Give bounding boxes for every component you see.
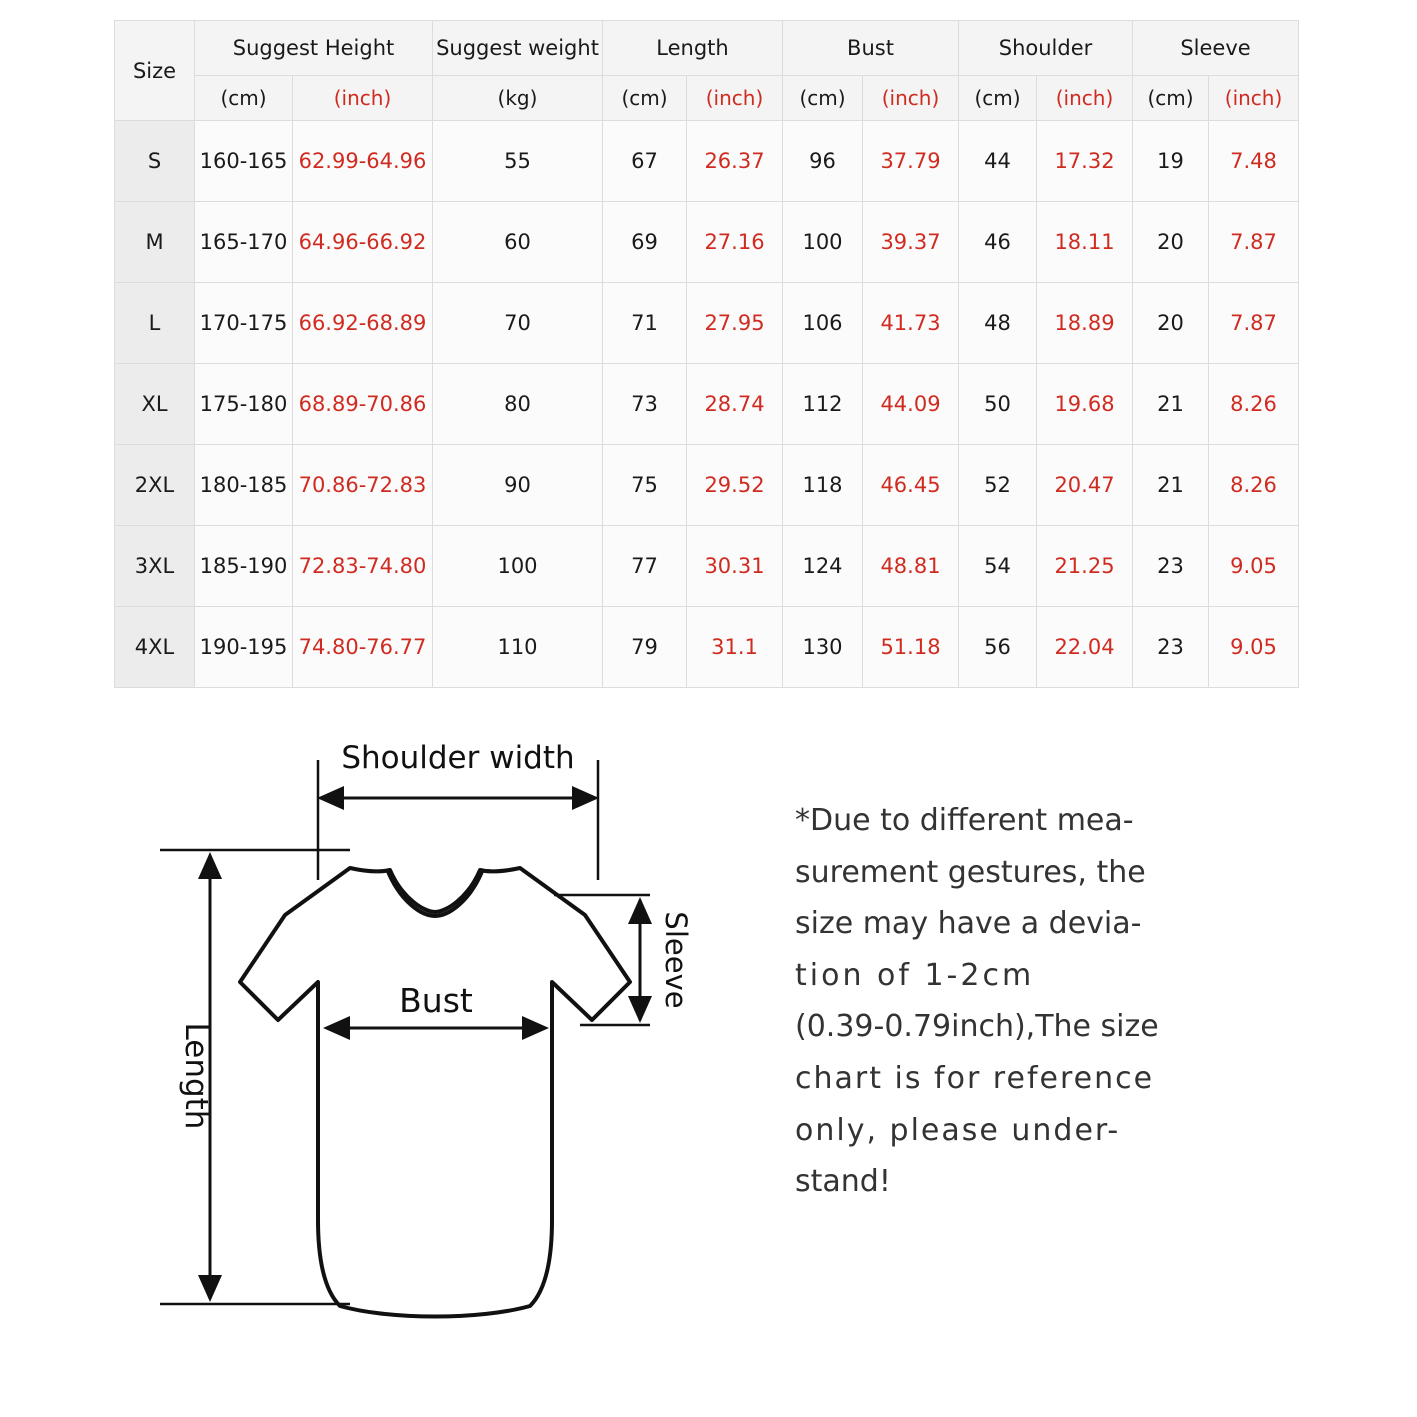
- note-line-6: chart is for reference: [795, 1060, 1155, 1096]
- cell-bust-inch: 51.18: [863, 607, 959, 688]
- cell-height-inch: 74.80-76.77: [293, 607, 433, 688]
- cell-bust-cm: 106: [783, 283, 863, 364]
- cell-size: M: [115, 202, 195, 283]
- cell-bust-inch: 41.73: [863, 283, 959, 364]
- cell-shoulder-inch: 20.47: [1037, 445, 1133, 526]
- table-row: [115, 202, 1299, 283]
- cell-length-inch: 30.31: [687, 526, 783, 607]
- header-unit-shoulder-cm: (cm): [959, 76, 1037, 121]
- cell-length-cm: 67: [603, 121, 687, 202]
- cell-height-cm: 160-165: [195, 121, 293, 202]
- cell-height-cm: 180-185: [195, 445, 293, 526]
- cell-bust-cm: 112: [783, 364, 863, 445]
- table-row: [115, 364, 1299, 445]
- cell-bust-cm: 124: [783, 526, 863, 607]
- cell-length-inch: 29.52: [687, 445, 783, 526]
- cell-size: XL: [115, 364, 195, 445]
- header-unit-weight-kg: (kg): [433, 76, 603, 121]
- note-line-2: surement gestures, the: [795, 854, 1146, 890]
- table-header-row-units: [115, 76, 1299, 121]
- table-row: [115, 445, 1299, 526]
- cell-shoulder-cm: 44: [959, 121, 1037, 202]
- cell-bust-inch: 44.09: [863, 364, 959, 445]
- cell-size: L: [115, 283, 195, 364]
- cell-weight-kg: 100: [433, 526, 603, 607]
- cell-bust-cm: 100: [783, 202, 863, 283]
- cell-size: 4XL: [115, 607, 195, 688]
- header-unit-height-inch: (inch): [293, 76, 433, 121]
- table-row: [115, 121, 1299, 202]
- cell-length-inch: 31.1: [687, 607, 783, 688]
- cell-bust-cm: 130: [783, 607, 863, 688]
- cell-length-inch: 27.95: [687, 283, 783, 364]
- cell-height-inch: 72.83-74.80: [293, 526, 433, 607]
- size-deviation-note: [795, 795, 1245, 1208]
- cell-size: 2XL: [115, 445, 195, 526]
- cell-height-inch: 66.92-68.89: [293, 283, 433, 364]
- cell-height-inch: 70.86-72.83: [293, 445, 433, 526]
- header-unit-height-cm: (cm): [195, 76, 293, 121]
- cell-weight-kg: 110: [433, 607, 603, 688]
- length-label: Length: [178, 1022, 214, 1130]
- cell-height-cm: 170-175: [195, 283, 293, 364]
- cell-weight-kg: 70: [433, 283, 603, 364]
- header-suggest-weight: Suggest weight: [433, 21, 603, 76]
- header-unit-bust-inch: (inch): [863, 76, 959, 121]
- cell-sleeve-cm: 21: [1133, 445, 1209, 526]
- cell-bust-inch: 39.37: [863, 202, 959, 283]
- cell-length-cm: 73: [603, 364, 687, 445]
- table-header-row-groups: [115, 21, 1299, 76]
- cell-sleeve-inch: 7.87: [1209, 283, 1299, 364]
- cell-size: S: [115, 121, 195, 202]
- header-unit-sleeve-inch: (inch): [1209, 76, 1299, 121]
- cell-sleeve-inch: 8.26: [1209, 445, 1299, 526]
- cell-height-cm: 175-180: [195, 364, 293, 445]
- cell-height-cm: 190-195: [195, 607, 293, 688]
- header-size: Size: [115, 21, 195, 121]
- cell-bust-cm: 118: [783, 445, 863, 526]
- cell-shoulder-inch: 17.32: [1037, 121, 1133, 202]
- cell-bust-inch: 37.79: [863, 121, 959, 202]
- header-shoulder: Shoulder: [959, 21, 1133, 76]
- cell-shoulder-inch: 18.89: [1037, 283, 1133, 364]
- header-unit-sleeve-cm: (cm): [1133, 76, 1209, 121]
- cell-length-cm: 79: [603, 607, 687, 688]
- cell-sleeve-inch: 7.48: [1209, 121, 1299, 202]
- cell-bust-cm: 96: [783, 121, 863, 202]
- cell-sleeve-cm: 20: [1133, 202, 1209, 283]
- sleeve-guides: [554, 895, 650, 1025]
- table-row: [115, 607, 1299, 688]
- cell-sleeve-inch: 7.87: [1209, 202, 1299, 283]
- cell-height-inch: 64.96-66.92: [293, 202, 433, 283]
- cell-shoulder-cm: 50: [959, 364, 1037, 445]
- cell-shoulder-cm: 54: [959, 526, 1037, 607]
- note-line-4: tion of 1-2cm: [795, 957, 1035, 993]
- cell-sleeve-cm: 21: [1133, 364, 1209, 445]
- cell-length-cm: 75: [603, 445, 687, 526]
- note-line-3: size may have a devia-: [795, 906, 1142, 942]
- cell-shoulder-inch: 18.11: [1037, 202, 1133, 283]
- cell-height-inch: 62.99-64.96: [293, 121, 433, 202]
- header-unit-bust-cm: (cm): [783, 76, 863, 121]
- size-chart-table: [114, 20, 1299, 688]
- bust-label: Bust: [399, 981, 473, 1020]
- cell-sleeve-inch: 9.05: [1209, 526, 1299, 607]
- cell-length-cm: 69: [603, 202, 687, 283]
- cell-sleeve-cm: 23: [1133, 526, 1209, 607]
- cell-shoulder-cm: 48: [959, 283, 1037, 364]
- header-unit-length-inch: (inch): [687, 76, 783, 121]
- cell-shoulder-cm: 56: [959, 607, 1037, 688]
- header-unit-length-cm: (cm): [603, 76, 687, 121]
- note-line-5: (0.39-0.79inch),The size: [795, 1009, 1159, 1045]
- shoulder-width-guides: [318, 760, 598, 880]
- table-row: [115, 526, 1299, 607]
- cell-sleeve-inch: 9.05: [1209, 607, 1299, 688]
- cell-weight-kg: 55: [433, 121, 603, 202]
- cell-height-cm: 165-170: [195, 202, 293, 283]
- tshirt-outline: [240, 868, 630, 1317]
- cell-length-cm: 77: [603, 526, 687, 607]
- cell-shoulder-cm: 46: [959, 202, 1037, 283]
- cell-sleeve-cm: 20: [1133, 283, 1209, 364]
- cell-shoulder-inch: 19.68: [1037, 364, 1133, 445]
- cell-bust-inch: 46.45: [863, 445, 959, 526]
- cell-bust-inch: 48.81: [863, 526, 959, 607]
- header-bust: Bust: [783, 21, 959, 76]
- cell-shoulder-inch: 21.25: [1037, 526, 1133, 607]
- note-line-8: stand!: [795, 1164, 891, 1200]
- cell-length-inch: 28.74: [687, 364, 783, 445]
- header-unit-shoulder-inch: (inch): [1037, 76, 1133, 121]
- cell-sleeve-cm: 19: [1133, 121, 1209, 202]
- tshirt-measurement-diagram: [150, 720, 730, 1340]
- cell-length-inch: 27.16: [687, 202, 783, 283]
- cell-weight-kg: 90: [433, 445, 603, 526]
- cell-shoulder-cm: 52: [959, 445, 1037, 526]
- size-chart-table-container: [114, 20, 1283, 688]
- cell-sleeve-cm: 23: [1133, 607, 1209, 688]
- cell-size: 3XL: [115, 526, 195, 607]
- cell-weight-kg: 60: [433, 202, 603, 283]
- shoulder-width-label: Shoulder width: [341, 740, 575, 776]
- cell-height-inch: 68.89-70.86: [293, 364, 433, 445]
- cell-length-cm: 71: [603, 283, 687, 364]
- cell-length-inch: 26.37: [687, 121, 783, 202]
- sleeve-label: Sleeve: [659, 911, 693, 1009]
- header-length: Length: [603, 21, 783, 76]
- cell-sleeve-inch: 8.26: [1209, 364, 1299, 445]
- cell-height-cm: 185-190: [195, 526, 293, 607]
- note-line-7: only, please under-: [795, 1112, 1121, 1148]
- header-sleeve: Sleeve: [1133, 21, 1299, 76]
- note-line-1: *Due to different mea-: [795, 803, 1134, 838]
- cell-shoulder-inch: 22.04: [1037, 607, 1133, 688]
- table-row: [115, 283, 1299, 364]
- header-suggest-height: Suggest Height: [195, 21, 433, 76]
- cell-weight-kg: 80: [433, 364, 603, 445]
